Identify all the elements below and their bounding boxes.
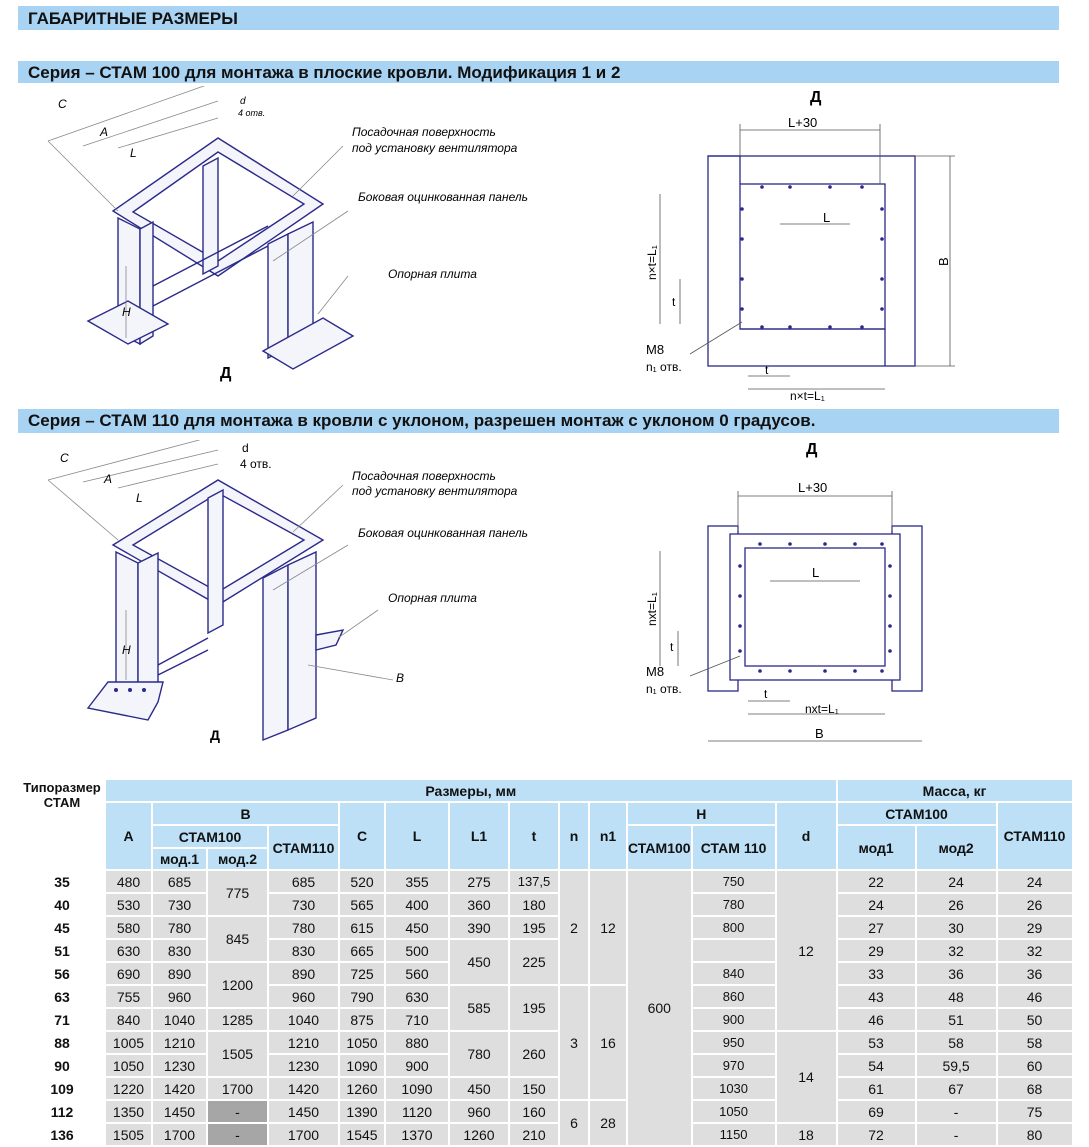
mass-mod2-cell: 51 [916, 1008, 997, 1031]
l-cell: 1120 [385, 1100, 449, 1123]
size-header-line1: Типоразмер [23, 780, 101, 795]
l1-cell: 960 [449, 1100, 509, 1123]
b-stam110-cell: 730 [268, 893, 339, 916]
dim-inner-l-label: L [823, 210, 831, 225]
mass-mod2-cell: 59,5 [916, 1054, 997, 1077]
size-cell: 109 [19, 1077, 105, 1100]
series1-heading: Серия – СТАМ 100 для монтажа в плоские кровли. Модификация 1 и 2 [28, 63, 621, 82]
mounting-bracket-right [316, 630, 343, 650]
b-mod2-cell: 1200 [207, 962, 268, 1008]
b-mod2-cell: 1505 [207, 1031, 268, 1077]
b-stam110-cell: 1700 [268, 1123, 339, 1146]
mass-mod2-header: мод2 [916, 825, 997, 870]
series2-heading: Серия – СТАМ 110 для монтажа в кровли с уклоном, разрешен монтаж с уклоном 0 градусов. [28, 411, 816, 430]
dim-b-label: B [815, 726, 824, 741]
col-n1-header: n1 [589, 802, 627, 870]
page-title: ГАБАРИТНЫЕ РАЗМЕРЫ [28, 9, 238, 28]
col-a-header: A [105, 802, 152, 870]
mass-stam110-cell: 68 [997, 1077, 1073, 1100]
view-d-marker: Д [220, 365, 232, 382]
h-stam110-cell: 1050 [692, 1100, 776, 1123]
col-l-header: L [385, 802, 449, 870]
b-mod2-cell: 1700 [207, 1077, 268, 1100]
callout-support-plate: Опорная плита [388, 267, 477, 281]
l-cell: 1370 [385, 1123, 449, 1146]
h-stam110-cell: 950 [692, 1031, 776, 1054]
hole-count-label: 4 отв. [240, 457, 272, 471]
table-row [19, 893, 1073, 916]
c-cell: 665 [339, 939, 385, 962]
c-cell: 875 [339, 1008, 385, 1031]
b-mod2-cell: - [207, 1123, 268, 1146]
c-cell: 1260 [339, 1077, 385, 1100]
a-cell: 1350 [105, 1100, 152, 1123]
b-mod1-cell: 830 [152, 939, 207, 962]
mass-mod1-cell: 43 [837, 985, 916, 1008]
dim-vertical-t-label: t [672, 295, 676, 309]
l-cell: 1090 [385, 1077, 449, 1100]
c-cell: 1050 [339, 1031, 385, 1054]
dim-vertical-nt-label: nxt=L₁ [645, 592, 659, 626]
l-cell: 355 [385, 870, 449, 893]
d-cell: 14 [776, 1031, 837, 1123]
a-cell: 1220 [105, 1077, 152, 1100]
size-cell: 88 [19, 1031, 105, 1054]
mass-stam110-cell: 32 [997, 939, 1073, 962]
b-mod1-cell: 1420 [152, 1077, 207, 1100]
mass-mod1-header: мод1 [837, 825, 916, 870]
b-mod1-cell: 1450 [152, 1100, 207, 1123]
t-cell: 180 [509, 893, 559, 916]
mass-mod2-cell: - [916, 1100, 997, 1123]
mass-mod1-cell: 72 [837, 1123, 916, 1146]
size-cell: 51 [19, 939, 105, 962]
t-cell: 210 [509, 1123, 559, 1146]
l-cell: 400 [385, 893, 449, 916]
t-cell: 195 [509, 985, 559, 1031]
callout-surface-line2: под установку вентилятора [352, 484, 518, 498]
n-cell: 2 [559, 870, 589, 985]
b-stam110-cell: 685 [268, 870, 339, 893]
size-cell: 56 [19, 962, 105, 985]
c-cell: 615 [339, 916, 385, 939]
b-mod1-cell: 1210 [152, 1031, 207, 1054]
hole-count-label: n₁ отв. [646, 360, 682, 374]
hole-d-label: d [242, 441, 249, 455]
mass-mod1-cell: 22 [837, 870, 916, 893]
size-cell: 90 [19, 1054, 105, 1077]
dim-horizontal-t-label: t [764, 687, 768, 701]
mass-stam110-cell: 60 [997, 1054, 1073, 1077]
l1-cell: 1260 [449, 1123, 509, 1146]
b-mod2-cell: 775 [207, 870, 268, 916]
hole-count-label: n₁ отв. [646, 682, 682, 696]
plan-view-title: Д [810, 89, 822, 106]
l-cell: 900 [385, 1054, 449, 1077]
dim-vertical-nt-label: n×t=L₁ [645, 245, 659, 280]
a-cell: 530 [105, 893, 152, 916]
a-cell: 840 [105, 1008, 152, 1031]
h-stam110-cell: 900 [692, 1008, 776, 1031]
a-cell: 480 [105, 870, 152, 893]
mass-mod1-cell: 53 [837, 1031, 916, 1054]
h-stam100-cell: 600 [627, 870, 692, 1146]
size-cell: 35 [19, 870, 105, 893]
mass-group-header: Масса, кг [837, 779, 1073, 802]
size-header [19, 779, 105, 870]
size-cell: 45 [19, 916, 105, 939]
l-cell: 450 [385, 916, 449, 939]
c-cell: 790 [339, 985, 385, 1008]
mass-mod2-cell: - [916, 1123, 997, 1146]
b-stam110-cell: 960 [268, 985, 339, 1008]
col-n-header: n [559, 802, 589, 870]
mass-mod1-cell: 46 [837, 1008, 916, 1031]
b-mod1-cell: 730 [152, 893, 207, 916]
h-stam110-header: СТАМ 110 [692, 825, 776, 870]
b-mod1-cell: 960 [152, 985, 207, 1008]
c-cell: 565 [339, 893, 385, 916]
dim-c-label: C [58, 97, 67, 111]
mass-stam110-cell: 24 [997, 870, 1073, 893]
mass-stam110-cell: 50 [997, 1008, 1073, 1031]
mass-mod2-cell: 48 [916, 985, 997, 1008]
table-row [19, 985, 1073, 1008]
dim-c-label: C [60, 451, 69, 465]
a-cell: 1005 [105, 1031, 152, 1054]
dim-a-label: A [104, 472, 113, 486]
dim-a-label: A [100, 125, 109, 139]
c-cell: 1545 [339, 1123, 385, 1146]
b-stam110-cell: 1040 [268, 1008, 339, 1031]
mass-stam110-cell: 29 [997, 916, 1073, 939]
t-cell: 195 [509, 916, 559, 939]
b-mod2-header: мод.2 [207, 848, 268, 870]
mass-stam110-cell: 46 [997, 985, 1073, 1008]
dim-horizontal-nt-label: nxt=L₁ [805, 702, 839, 716]
mass-mod1-cell: 29 [837, 939, 916, 962]
b-mod2-cell: 845 [207, 916, 268, 962]
hole-d-label: d [240, 96, 246, 107]
dimensions-table [18, 778, 1074, 1147]
callout-surface-line1: Посадочная поверхность [352, 469, 496, 483]
series2-heading-band [18, 409, 1059, 433]
mass-mod1-cell: 69 [837, 1100, 916, 1123]
b-mod1-header: мод.1 [152, 848, 207, 870]
page-title-band [18, 6, 1059, 30]
col-h-header: H [627, 802, 776, 825]
c-cell: 1390 [339, 1100, 385, 1123]
callout-surface-line2: под установку вентилятора [352, 141, 518, 155]
n1-cell: 16 [589, 985, 627, 1100]
size-cell: 112 [19, 1100, 105, 1123]
t-cell: 260 [509, 1031, 559, 1077]
callout-surface-line1: Посадочная поверхность [352, 125, 496, 139]
dim-l30-label: L+30 [798, 480, 828, 495]
b-stam110-cell: 1420 [268, 1077, 339, 1100]
l-cell: 880 [385, 1031, 449, 1054]
n-cell: 3 [559, 985, 589, 1100]
h-stam100-header: СТАМ100 [627, 825, 692, 870]
mass-mod1-cell: 33 [837, 962, 916, 985]
mass-mod1-cell: 54 [837, 1054, 916, 1077]
table-row [19, 1100, 1073, 1123]
col-l1-header: L1 [449, 802, 509, 870]
n-cell: 6 [559, 1100, 589, 1146]
c-cell: 520 [339, 870, 385, 893]
mass-mod1-cell: 27 [837, 916, 916, 939]
mass-mod1-cell: 61 [837, 1077, 916, 1100]
dim-b-label: B [936, 257, 951, 266]
dim-vertical-t-label: t [670, 640, 674, 654]
size-header-line2: СТАМ [43, 795, 81, 810]
mass-mod2-cell: 36 [916, 962, 997, 985]
b-mod1-cell: 780 [152, 916, 207, 939]
series1-isometric-drawing [18, 86, 578, 386]
callout-support-plate: Опорная плита [388, 591, 477, 605]
h-stam110-cell: 970 [692, 1054, 776, 1077]
h-stam110-cell [692, 939, 776, 962]
mass-mod2-cell: 26 [916, 893, 997, 916]
dim-b-label: B [396, 671, 405, 685]
view-d-marker: Д [210, 727, 220, 743]
callout-side-panel: Боковая оцинкованная панель [358, 190, 528, 204]
c-cell: 1090 [339, 1054, 385, 1077]
dim-l30-label: L+30 [788, 115, 818, 130]
mass-mod2-cell: 30 [916, 916, 997, 939]
mass-mod2-cell: 67 [916, 1077, 997, 1100]
h-stam110-cell: 780 [692, 893, 776, 916]
a-cell: 755 [105, 985, 152, 1008]
b-mod1-cell: 685 [152, 870, 207, 893]
l1-cell: 585 [449, 985, 509, 1031]
l-cell: 710 [385, 1008, 449, 1031]
mass-stam110-cell: 58 [997, 1031, 1073, 1054]
table-row [19, 1077, 1073, 1100]
col-d-header: d [776, 802, 837, 870]
b-stam100-header: СТАМ100 [152, 825, 268, 848]
col-c-header: C [339, 802, 385, 870]
mass-stam110-cell: 36 [997, 962, 1073, 985]
inner-opening [740, 184, 885, 329]
col-t-header: t [509, 802, 559, 870]
table-row [19, 916, 1073, 939]
mass-mod2-cell: 58 [916, 1031, 997, 1054]
h-stam110-cell: 1030 [692, 1077, 776, 1100]
h-stam110-cell: 840 [692, 962, 776, 985]
b-mod1-cell: 890 [152, 962, 207, 985]
l1-cell: 390 [449, 916, 509, 939]
bolt-size-label: M8 [646, 342, 665, 357]
d-cell: 12 [776, 870, 837, 1031]
n1-cell: 12 [589, 870, 627, 985]
callout-side-panel: Боковая оцинкованная панель [358, 526, 528, 540]
h-stam110-cell: 860 [692, 985, 776, 1008]
hole-count-label: 4 отв. [238, 108, 266, 118]
l-cell: 500 [385, 939, 449, 962]
bolt-size-label: M8 [646, 664, 665, 679]
dim-horizontal-nt-label: n×t=L₁ [790, 389, 825, 403]
b-stam110-cell: 1450 [268, 1100, 339, 1123]
mounting-bracket-left [88, 682, 163, 720]
b-stam110-cell: 890 [268, 962, 339, 985]
dim-horizontal-t-label: t [765, 363, 769, 377]
l1-cell: 450 [449, 939, 509, 985]
series2-isometric-drawing [18, 440, 578, 750]
t-cell: 160 [509, 1100, 559, 1123]
mass-mod1-cell: 24 [837, 893, 916, 916]
mass-stam100-header: СТАМ100 [837, 802, 997, 825]
t-cell: 150 [509, 1077, 559, 1100]
mass-mod2-cell: 32 [916, 939, 997, 962]
table-row [19, 1031, 1073, 1054]
bolt-holes [740, 185, 884, 329]
b-mod1-cell: 1040 [152, 1008, 207, 1031]
c-cell: 725 [339, 962, 385, 985]
l1-cell: 360 [449, 893, 509, 916]
b-stam110-cell: 830 [268, 939, 339, 962]
mass-stam110-cell: 26 [997, 893, 1073, 916]
b-stam110-header: СТАМ110 [268, 825, 339, 870]
right-side-panel [263, 565, 288, 740]
size-cell: 63 [19, 985, 105, 1008]
series1-heading-band [18, 61, 1059, 83]
b-mod1-cell: 1700 [152, 1123, 207, 1146]
outer-frame [708, 156, 915, 366]
d-cell: 18 [776, 1123, 837, 1146]
b-stam110-cell: 1210 [268, 1031, 339, 1054]
l1-cell: 275 [449, 870, 509, 893]
table-row [19, 870, 1073, 893]
mass-stam110-header: СТАМ110 [997, 802, 1073, 870]
dim-l-label: L [136, 491, 143, 505]
series1-plan-view [630, 84, 960, 406]
b-stam110-cell: 1230 [268, 1054, 339, 1077]
h-stam110-cell: 1150 [692, 1123, 776, 1146]
plan-view-title: Д [806, 441, 818, 458]
left-side-panel [116, 552, 138, 698]
l1-cell: 450 [449, 1077, 509, 1100]
mass-stam110-cell: 75 [997, 1100, 1073, 1123]
dim-h-label: H [122, 643, 131, 657]
l-cell: 560 [385, 962, 449, 985]
h-stam110-cell: 750 [692, 870, 776, 893]
l1-cell: 780 [449, 1031, 509, 1077]
a-cell: 690 [105, 962, 152, 985]
size-cell: 40 [19, 893, 105, 916]
dimensions-group-header: Размеры, мм [105, 779, 837, 802]
a-cell: 580 [105, 916, 152, 939]
dim-l-label: L [130, 146, 137, 160]
size-cell: 71 [19, 1008, 105, 1031]
dim-h-label: H [122, 305, 131, 319]
b-mod2-cell: 1285 [207, 1008, 268, 1031]
t-cell: 137,5 [509, 870, 559, 893]
b-mod2-cell: - [207, 1100, 268, 1123]
b-stam110-cell: 780 [268, 916, 339, 939]
t-cell: 225 [509, 939, 559, 985]
table-row [19, 939, 1073, 962]
dim-inner-l-label: L [812, 565, 820, 580]
l-cell: 630 [385, 985, 449, 1008]
b-mod1-cell: 1230 [152, 1054, 207, 1077]
a-cell: 630 [105, 939, 152, 962]
mass-mod2-cell: 24 [916, 870, 997, 893]
size-cell: 136 [19, 1123, 105, 1146]
n1-cell: 28 [589, 1100, 627, 1146]
a-cell: 1505 [105, 1123, 152, 1146]
h-stam110-cell: 800 [692, 916, 776, 939]
col-b-header: B [152, 802, 339, 825]
a-cell: 1050 [105, 1054, 152, 1077]
mass-stam110-cell: 80 [997, 1123, 1073, 1146]
series2-plan-view [630, 436, 940, 751]
